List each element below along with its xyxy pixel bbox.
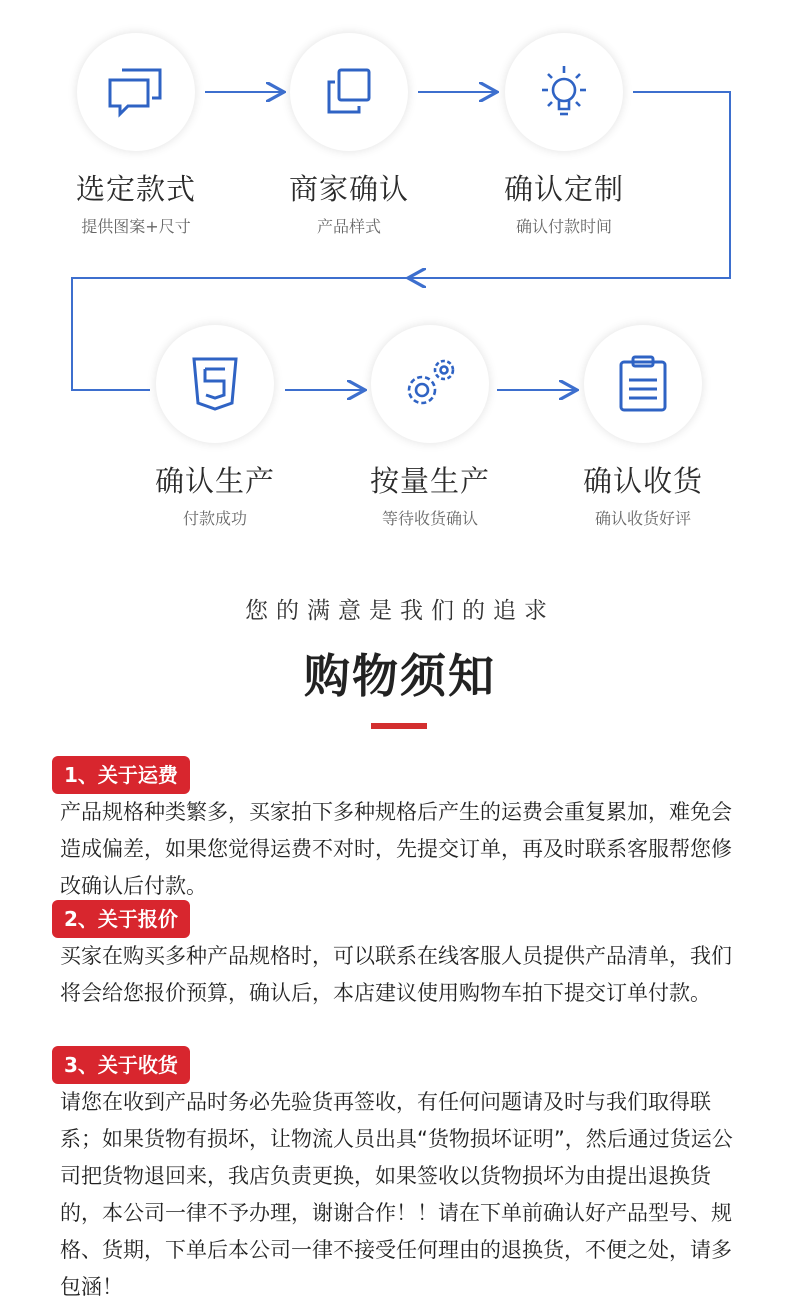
step-merchant-confirm: [259, 33, 439, 237]
step-subtitle: 确认收货好评: [594, 509, 691, 528]
notice-label: 2、关于报价: [52, 900, 190, 938]
process-flow: [0, 0, 800, 560]
html5-shield-icon: [190, 355, 240, 413]
step-title: 确认收货: [582, 464, 703, 498]
gears-icon: [398, 354, 462, 414]
step-circle: [584, 325, 702, 443]
step-title: 确认生产: [154, 464, 275, 498]
chat-bubbles-icon: [106, 64, 166, 120]
step-title: 按量生产: [369, 464, 490, 498]
step-subtitle: 付款成功: [182, 509, 247, 528]
step-subtitle: 提供图案+尺寸: [81, 217, 191, 236]
step-subtitle: 等待收货确认: [381, 509, 478, 528]
heading-underline: [371, 723, 427, 729]
step-title: 确认定制: [503, 172, 624, 206]
step-subtitle: 确认付款时间: [515, 217, 612, 236]
step-circle: [77, 33, 195, 151]
step-circle: [371, 325, 489, 443]
slogan: 您的满意是我们的追求: [245, 598, 555, 624]
notice-label: 1、关于运费: [52, 756, 190, 794]
step-circle: [290, 33, 408, 151]
overlap-squares-icon: [321, 64, 377, 120]
notice-text: 买家在购买多种产品规格时，可以联系在线客服人员提供产品清单，我们将会给您报价预算，确认后，本店建议使用购物车拍下提交订单付款。: [60, 944, 732, 1005]
step-confirm-production: [125, 325, 305, 529]
clipboard-icon: [617, 354, 669, 414]
step-confirm-custom: [474, 33, 654, 237]
page-heading: 购物须知: [304, 649, 496, 703]
step-title: 选定款式: [75, 172, 196, 206]
step-subtitle: 产品样式: [316, 217, 381, 236]
notice-text: 产品规格种类繁多，买家拍下多种规格后产生的运费会重复累加，难免会造成偏差，如果您觉得运费不对时，先提交订单，再及时联系客服帮您修改确认后付款。: [60, 800, 732, 898]
step-circle: [505, 33, 623, 151]
step-select-style: [46, 33, 226, 237]
step-confirm-receipt: [553, 325, 733, 529]
step-batch-production: [340, 325, 520, 529]
step-title: 商家确认: [288, 172, 409, 206]
notice-text: 请您在收到产品时务必先验货再签收，有任何问题请及时与我们取得联系；如果货物有损坏，让物流人员出具“货物损坏证明”，然后通过货运公司把货物退回来，我店负责更换，如果签收以货物损坏为由提出退换货的，本公司一律不予办理，谢谢合作！！请在下单前确认好产品型号、规格、货期，下单后本公司一律不接受任何理由的退换货，不便之处，请多包涵！: [60, 1090, 733, 1299]
step-circle: [156, 325, 274, 443]
notice-label: 3、关于收货: [52, 1046, 190, 1084]
lightbulb-icon: [534, 62, 594, 122]
